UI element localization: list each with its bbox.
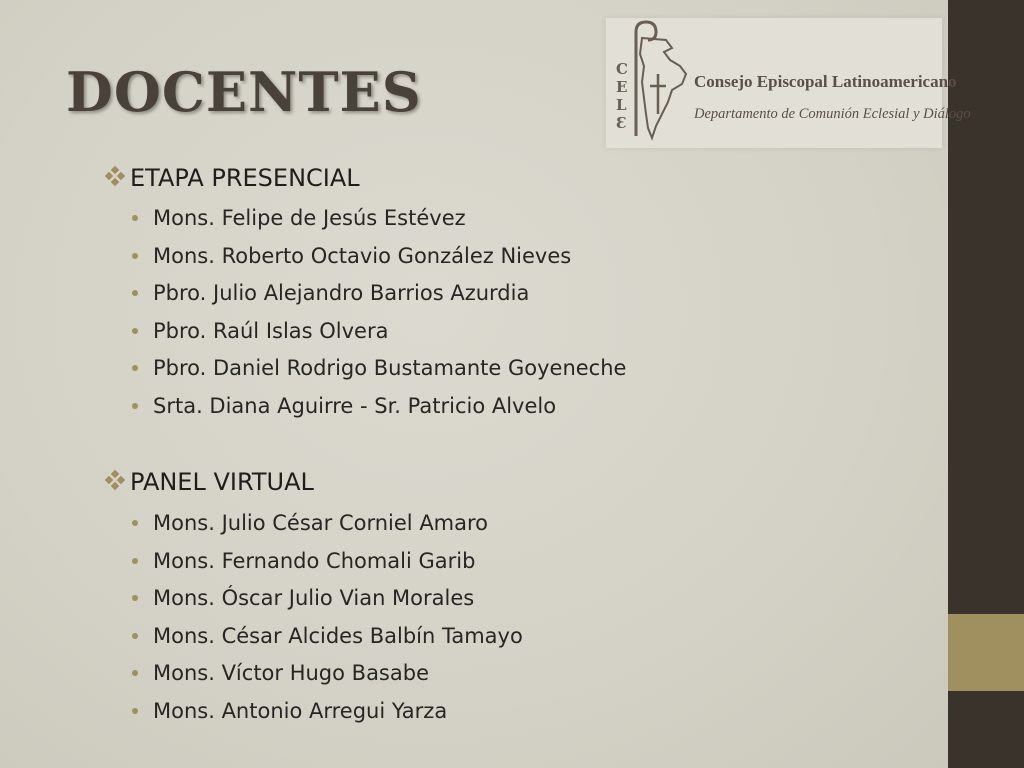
celam-emblem-icon [606,18,692,148]
bullet-icon [132,633,138,639]
list-item-text: Mons. Fernando Chomali Garib [153,548,476,573]
list-item [132,618,523,656]
svg-text:C: C [616,60,628,78]
section-heading-virtual [104,468,314,496]
list-item [132,505,523,543]
list-item-text: Pbro. Raúl Islas Olvera [153,318,389,343]
bullet-icon [132,215,138,221]
list-item-text: Mons. Julio César Corniel Amaro [153,511,489,535]
list-item-text: Mons. Roberto Octavio González Nieves [153,243,572,268]
bullet-icon [132,670,138,676]
presencial-list [132,200,626,426]
logo-title: Consejo Episcopal Latinoamericano [694,72,957,91]
list-item [132,275,626,313]
diamond-bullet-icon [104,471,126,489]
virtual-list [132,505,523,731]
list-item [132,693,523,731]
list-item-text: Mons. César Alcides Balbín Tamayo [153,623,523,648]
list-item [132,200,626,238]
list-item-text: Mons. Óscar Julio Vian Morales [153,586,475,611]
section-heading-label: PANEL VIRTUAL [130,468,314,496]
right-accent-block [948,614,1024,691]
bullet-icon [132,290,138,296]
diamond-bullet-icon [104,167,126,185]
svg-text:E: E [616,78,628,96]
list-item-text: Srta. Diana Aguirre - Sr. Patricio Alvelo [153,393,557,418]
svg-text:L: L [616,96,627,114]
section-heading-presencial [104,164,360,192]
celam-logo [606,18,971,148]
list-item [132,238,626,276]
svg-text:Ɛ: Ɛ [616,114,627,132]
list-item [132,313,626,351]
logo-subtitle: Departamento de Comunión Eclesial y Diálogo [694,106,971,122]
bullet-icon [132,595,138,601]
bullet-icon [132,365,138,371]
bullet-icon [132,708,138,714]
bullet-icon [132,520,138,526]
list-item [132,655,523,693]
slide-title: DOCENTES [66,60,422,124]
bullet-icon [132,253,138,259]
list-item [132,350,626,388]
bullet-icon [132,403,138,409]
section-heading-label: ETAPA PRESENCIAL [130,164,360,192]
list-item-text: Mons. Antonio Arregui Yarza [153,698,448,723]
list-item [132,580,523,618]
list-item [132,388,626,426]
list-item [132,543,523,581]
list-item-text: Mons. Felipe de Jesús Estévez [153,206,466,230]
list-item-text: Pbro. Julio Alejandro Barrios Azurdia [153,281,530,306]
list-item-text: Mons. Víctor Hugo Basabe [153,661,429,686]
bullet-icon [132,328,138,334]
bullet-icon [132,558,138,564]
list-item-text: Pbro. Daniel Rodrigo Bustamante Goyeneche [153,356,627,381]
